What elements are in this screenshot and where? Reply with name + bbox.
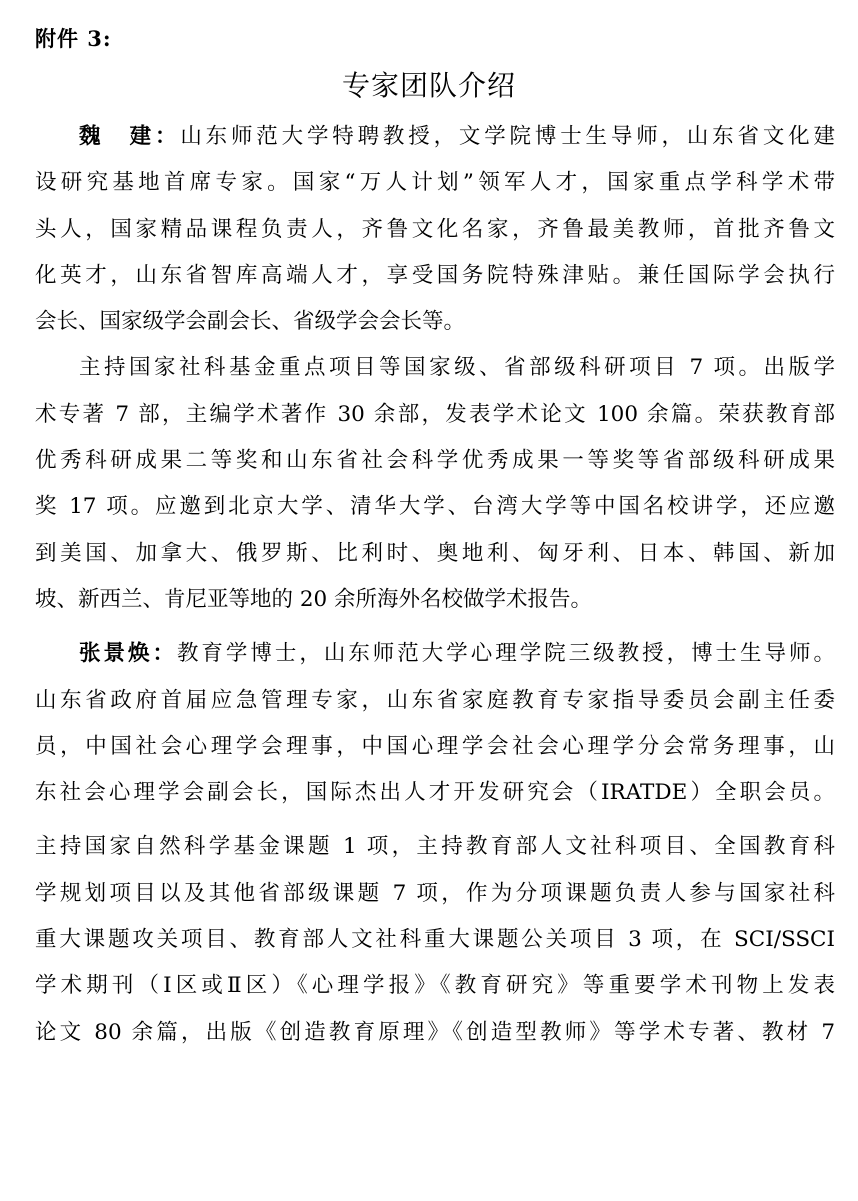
expert-name: 张景焕： [79, 641, 177, 667]
expert-bio-paragraph [35, 114, 835, 345]
paragraph-gap [35, 816, 835, 824]
attachment-label: 附件 3: [35, 26, 112, 51]
text-line: 优秀科研成果二等奖和山东省社会科学优秀成果一等奖等省部级科研成果 [35, 448, 835, 474]
expert-name: 魏 建： [79, 124, 181, 149]
text-line: 重大课题攻关项目、教育部人文社科重大课题公关项目 3 项，在 SCI/SSCI [35, 927, 835, 953]
expert-bio-paragraph [35, 631, 835, 816]
text-line: 学规划项目以及其他省部级课题 7 项，作为分项课题负责人参与国家社科 [35, 880, 835, 906]
text-line: 术专著 7 部，主编学术著作 30 余部，发表学术论文 100 余篇。荣获教育部 [35, 401, 835, 427]
text-line: 会长、国家级学会副会长、省级学会会长等。 [35, 309, 466, 335]
text-line: 东社会心理学会副会长，国际杰出人才开发研究会（IRATDE）全职会员。 [35, 780, 835, 806]
text-line [35, 631, 835, 677]
bio-text: 山东师范大学特聘教授，文学院博士生导师，山东省文化建 [180, 124, 835, 149]
text-line: 主持国家自然科学基金课题 1 项，主持教育部人文社科项目、全国教育科 [35, 834, 835, 860]
text-line: 员，中国社会心理学会理事，中国心理学会社会心理学分会常务理事，山 [35, 733, 835, 759]
bio-text: 教育学博士，山东师范大学心理学院三级教授，博士生导师。 [176, 641, 835, 667]
document-body [35, 114, 835, 1056]
text-line: 设研究基地首席专家。国家“万人计划”领军人才，国家重点学科学术带 [35, 170, 835, 196]
expert-research-paragraph [35, 824, 835, 1055]
text-line: 论文 80 余篇，出版《创造教育原理》《创造型教师》等学术专著、教材 7 [35, 1019, 835, 1045]
text-line: 头人，国家精品课程负责人，齐鲁文化名家，齐鲁最美教师，首批齐鲁文 [35, 216, 835, 242]
text-line: 到美国、加拿大、俄罗斯、比利时、奥地利、匈牙利、日本、韩国、新加 [35, 540, 835, 566]
text-line: 坡、新西兰、肯尼亚等地的 20 余所海外名校做学术报告。 [35, 586, 593, 612]
text-line: 山东省政府首届应急管理专家，山东省家庭教育专家指导委员会副主任委 [35, 687, 835, 713]
paragraph-gap [35, 623, 835, 631]
text-line: 主持国家社科基金重点项目等国家级、省部级科研项目 7 项。出版学 [79, 355, 835, 381]
page-title: 专家团队介绍 [341, 69, 516, 102]
text-line [35, 114, 835, 160]
text-line: 学术期刊（Ⅰ区或Ⅱ区）《心理学报》《教育研究》等重要学术刊物上发表 [35, 973, 835, 999]
text-line: 化英才，山东省智库高端人才，享受国务院特殊津贴。兼任国际学会执行 [35, 262, 835, 288]
text-line: 奖 17 项。应邀到北京大学、清华大学、台湾大学等中国名校讲学，还应邀 [35, 494, 835, 520]
expert-research-paragraph [35, 345, 835, 623]
